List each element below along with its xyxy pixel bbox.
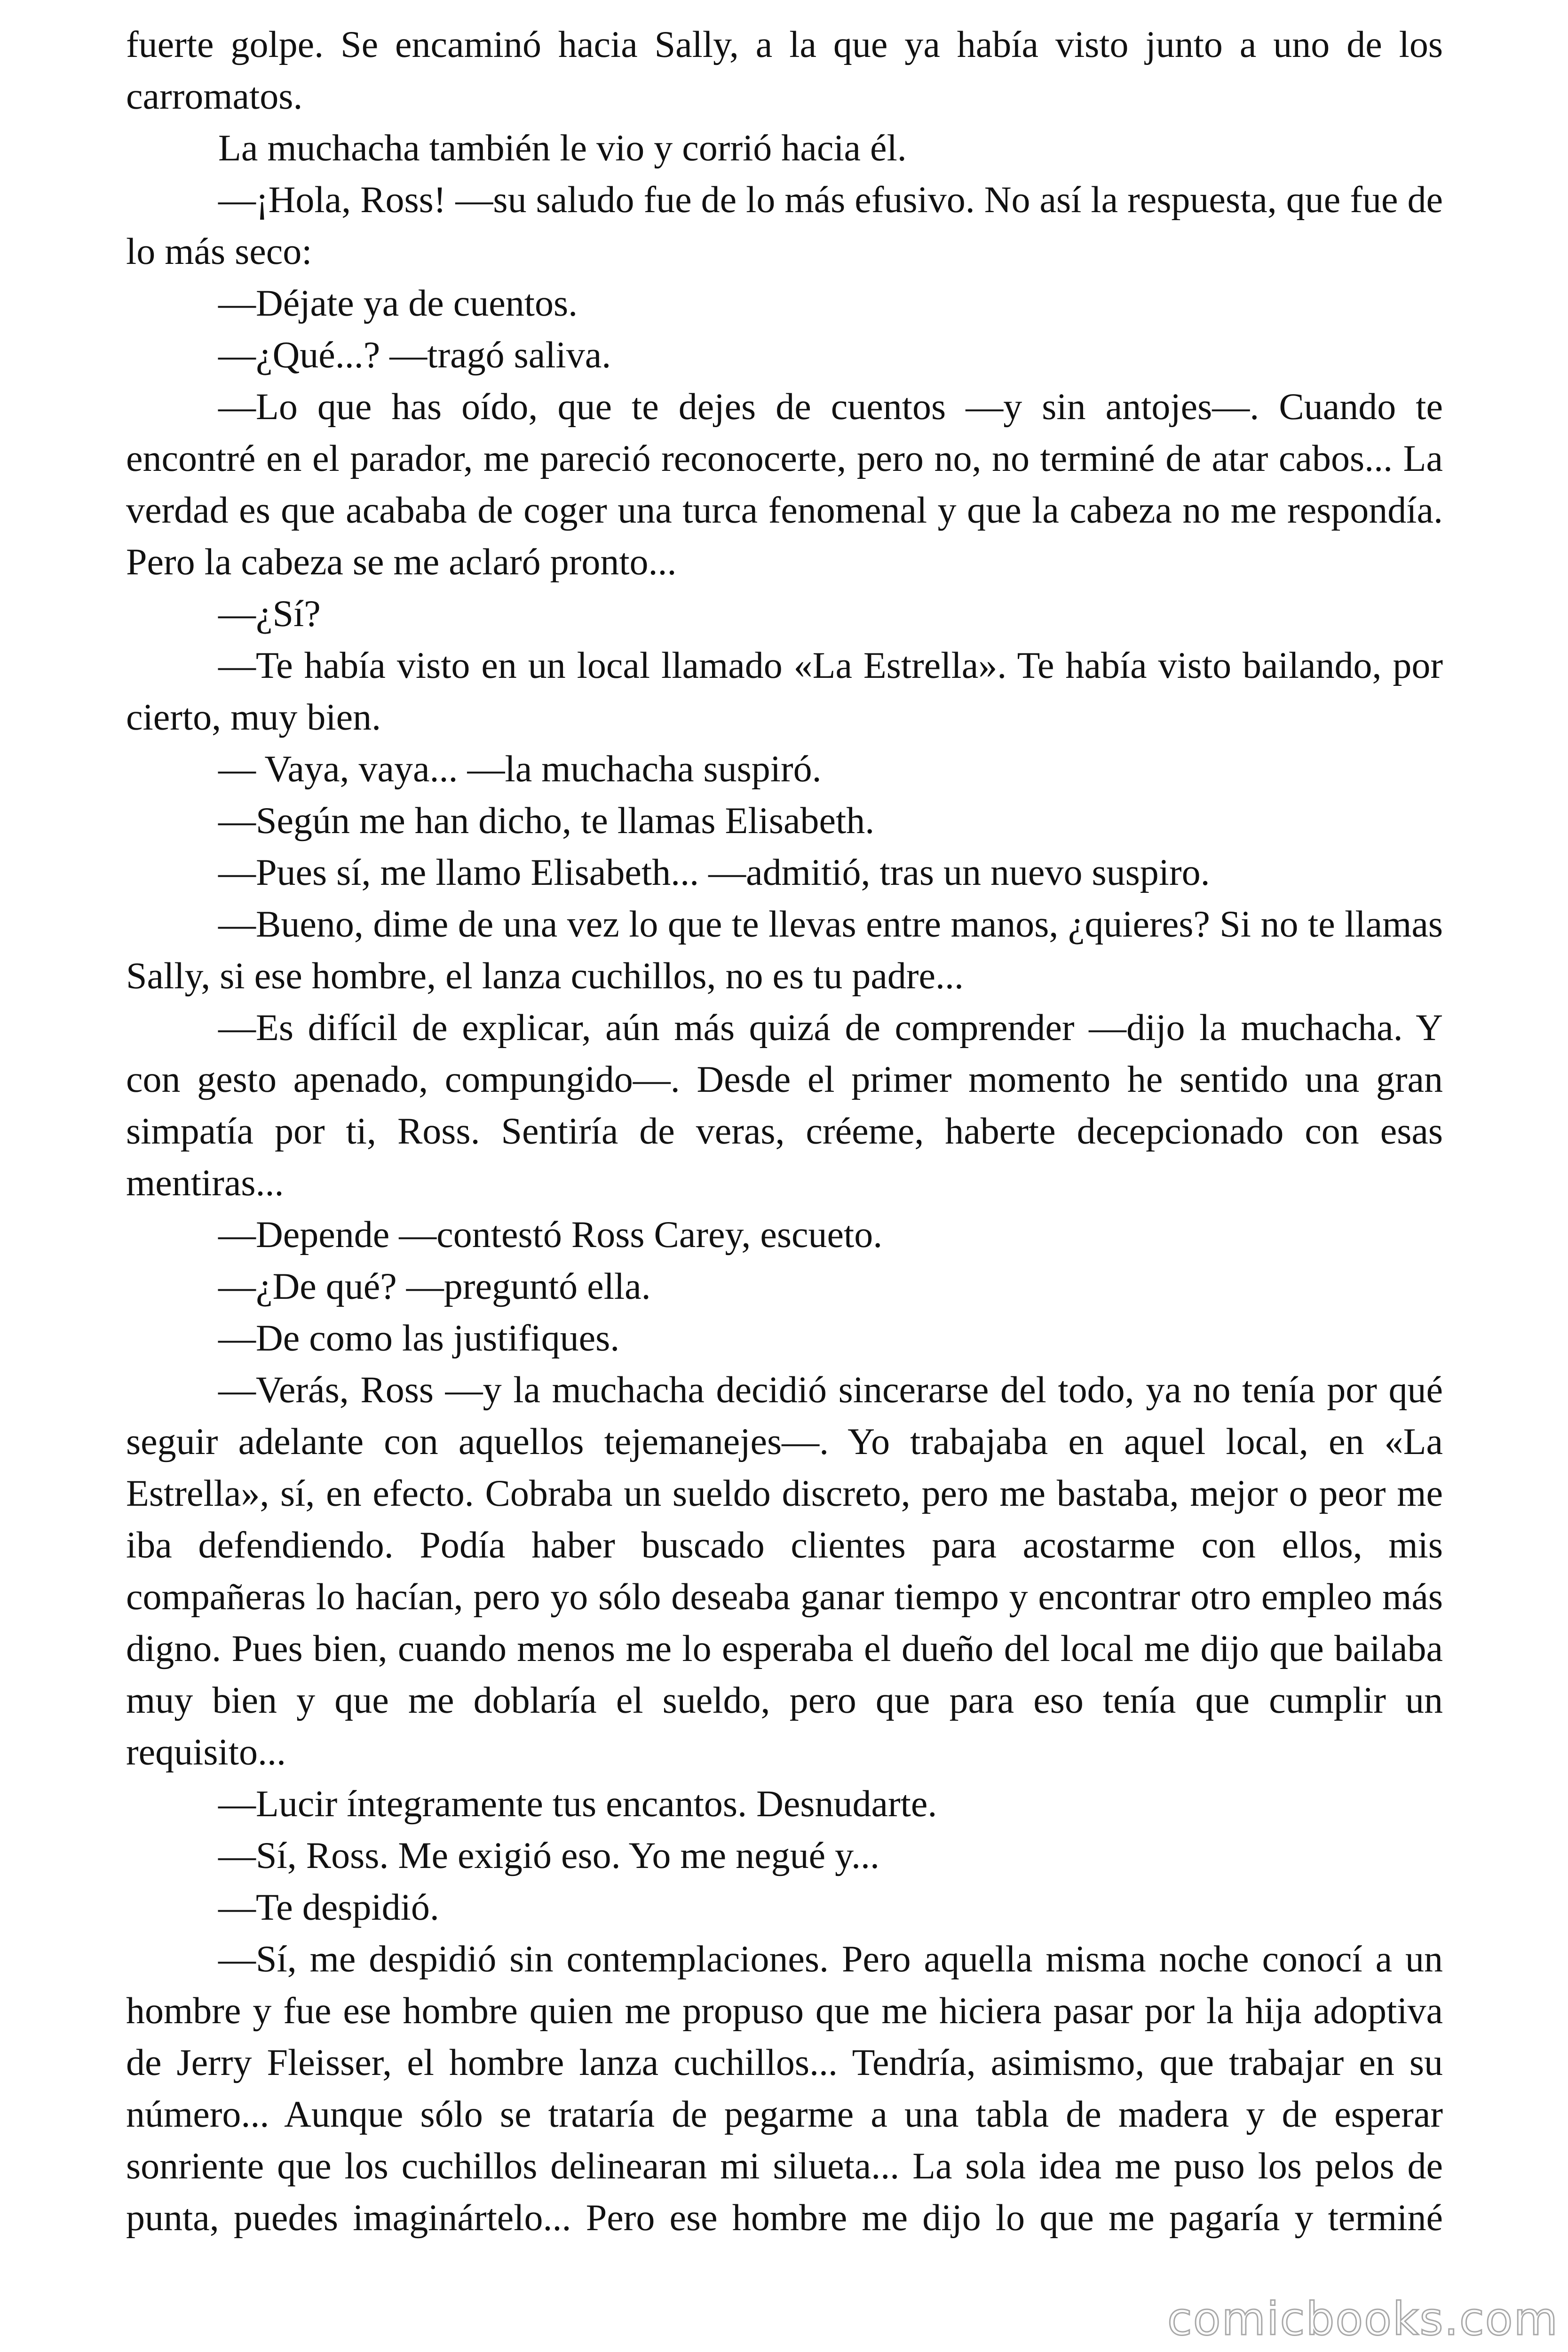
paragraph: —De como las justifiques.: [218, 1318, 620, 1359]
paragraph: —Pues sí, me llamo Elisabeth... —admitió, tras un nuevo suspiro.: [218, 852, 1210, 893]
paragraph: —Verás, Ross —y la muchacha decidió sincerarse del todo, ya no tenía por qué seguir adelante con aquellos tejemanejes—. Yo trabajaba en aquel local, en «La Estrella», sí, en efecto. Cobraba un sueldo discreto, pero me bastaba, mejor o peor me iba defendiendo. Podía haber buscado clientes para acostarme con ellos, mis compañeras lo hacían, pero yo sólo deseaba ganar tiempo y encontrar otro empleo más digno. Pues bien, cuando menos me lo esperaba el dueño del local me dijo que bailaba muy bien y que me doblaría el sueldo, pero que para eso tenía que cumplir un requisito...: [126, 1369, 1443, 1773]
paragraph: — Vaya, vaya... —la muchacha suspiró.: [218, 748, 822, 790]
paragraph: —Lucir íntegramente tus encantos. Desnudarte.: [218, 1783, 937, 1825]
watermark: comicbooks.com: [1167, 2293, 1559, 2345]
paragraph: —Déjate ya de cuentos.: [218, 283, 578, 324]
paragraph: —Te despidió.: [218, 1887, 439, 1928]
paragraph: —Sí, Ross. Me exigió eso. Yo me negué y...: [218, 1835, 879, 1876]
paragraph: —Lo que has oído, que te dejes de cuentos —y sin antojes—. Cuando te encontré en el parador, me pareció reconocerte, pero no, no terminé de atar cabos... La verdad es que acababa de coger una turca fenomenal y que la cabeza no me respondía. Pero la cabeza se me aclaró pronto...: [126, 386, 1443, 583]
page-text: [126, 19, 1443, 2244]
paragraph: —Es difícil de explicar, aún más quizá de comprender —dijo la muchacha. Y con gesto apenado, compungido—. Desde el primer momento he sentido una gran simpatía por ti, Ross. Sentiría de veras, créeme, haberte decepcionado con esas mentiras...: [126, 1007, 1443, 1204]
paragraph: —Sí, me despidió sin contemplaciones. Pero aquella misma noche conocí a un hombre y fue ese hombre quien me propuso que me hiciera pasar por la hija adoptiva de Jerry Fleisser, el hombre lanza cuchillos... Tendría, asimismo, que trabajar en su número... Aunque sólo se trataría de pegarme a una tabla de madera y de esperar sonriente que los cuchillos delinearan mi silueta... La sola idea me puso los pelos de punta, puedes imaginártelo... Pero ese hombre me dijo lo que me pagaría y terminé: [126, 1939, 1443, 2239]
paragraph: —¿Sí?: [218, 593, 321, 635]
paragraph: —Depende —contestó Ross Carey, escueto.: [218, 1214, 883, 1255]
paragraph: —¡Hola, Ross! —su saludo fue de lo más efusivo. No así la respuesta, que fue de lo más seco:: [126, 179, 1443, 272]
paragraph: fuerte golpe. Se encaminó hacia Sally, a la que ya había visto junto a uno de los carromatos.: [126, 24, 1443, 117]
paragraph: —Bueno, dime de una vez lo que te llevas entre manos, ¿quieres? Si no te llamas Sally, si ese hombre, el lanza cuchillos, no es tu padre...: [126, 904, 1443, 997]
paragraph: La muchacha también le vio y corrió hacia él.: [218, 127, 907, 169]
paragraph: —Te había visto en un local llamado «La Estrella». Te había visto bailando, por cierto, muy bien.: [126, 645, 1443, 738]
paragraph: —¿Qué...? —tragó saliva.: [218, 334, 611, 376]
paragraph: —¿De qué? —preguntó ella.: [218, 1266, 651, 1307]
paragraph: —Según me han dicho, te llamas Elisabeth.: [218, 800, 875, 842]
